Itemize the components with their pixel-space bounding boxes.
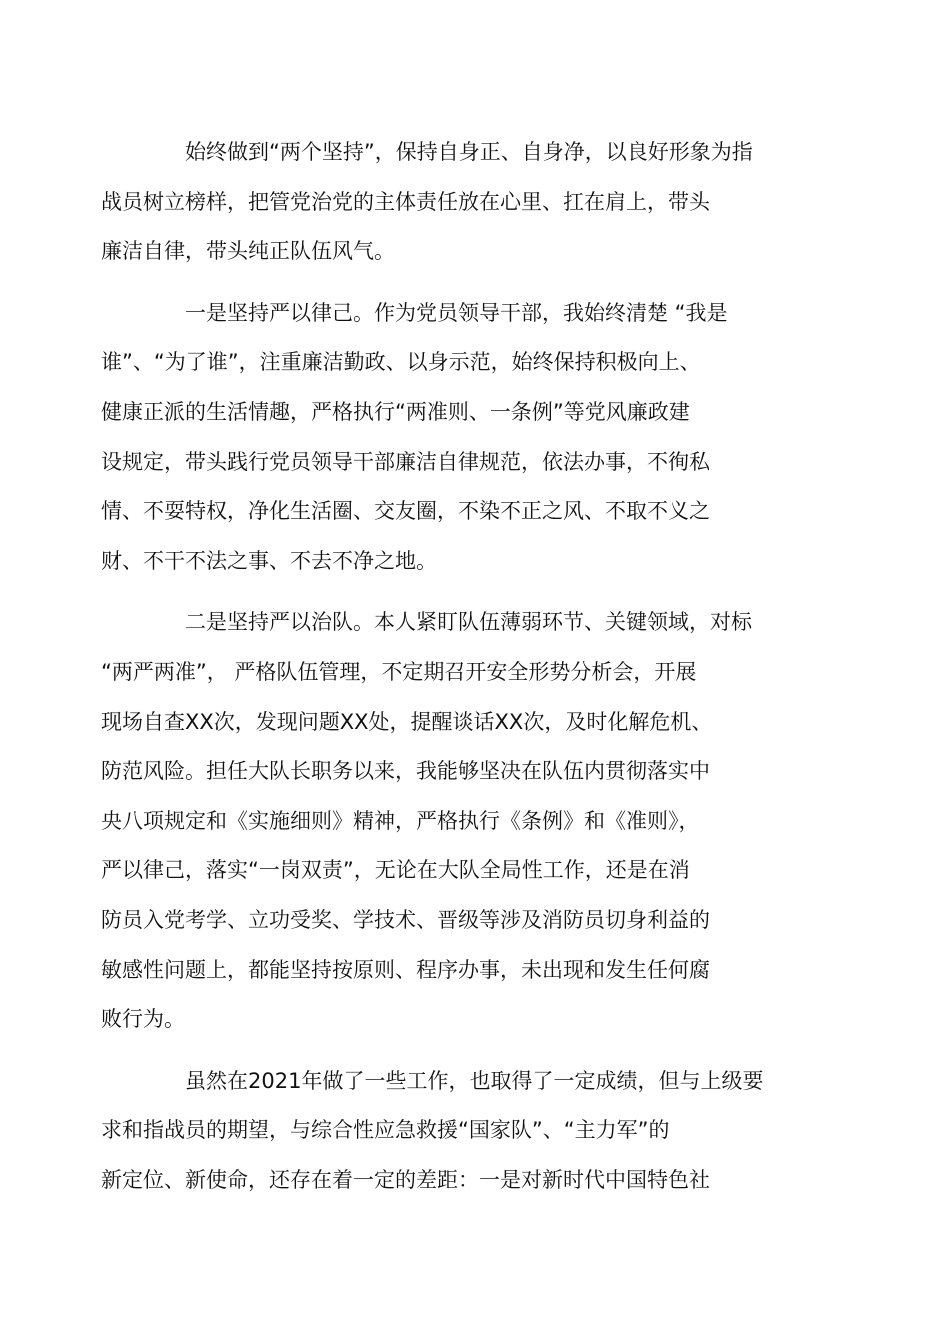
paragraph-3 <box>101 598 823 1044</box>
text-line: 新定位、新使命，还存在着一定的差距：一是对新时代中国特色社 <box>101 1167 710 1192</box>
text-line: “两严两准”， 严格队伍管理，不定期召开安全形势分析会，开展 <box>101 659 697 684</box>
paragraph-1 <box>101 128 823 277</box>
text-line: 谁”、“为了谁”，注重廉洁勤政、以身示范，始终保持积极向上、 <box>101 350 701 375</box>
paragraph-2 <box>101 289 823 587</box>
text-line: 设规定，带头践行党员领导干部廉洁自律规范，依法办事，不徇私 <box>101 449 710 474</box>
document-body <box>101 128 823 1217</box>
text-line: 财、不干不法之事、不去不净之地。 <box>101 548 437 573</box>
text-line: 敏感性问题上，都能坚持按原则、程序办事，未出现和发生任何腐 <box>101 957 710 982</box>
text-line: 始终做到“两个坚持”，保持自身正、自身净，以良好形象为指 <box>185 140 753 164</box>
text-line: 廉洁自律，带头纯正队伍风气。 <box>101 239 395 264</box>
text-line: 一是坚持严以律己。作为党员领导干部，我始终清楚 “我是 <box>185 300 728 325</box>
text-line: 央八项规定和《实施细则》精神，严格执行《条例》和《准则》， <box>101 808 700 833</box>
text-line: 败行为。 <box>101 1007 185 1032</box>
text-line: 战员树立榜样，把管党治党的主体责任放在心里、扛在肩上，带头 <box>101 189 710 214</box>
text-line: 求和指战员的期望，与综合性应急救援“国家队”、“主力军”的 <box>101 1118 670 1143</box>
text-line: 情、不耍特权，净化生活圈、交友圈，不染不正之风、不取不义之 <box>101 499 710 524</box>
paragraph-4 <box>101 1057 823 1206</box>
text-line: 现场自查XX次，发现问题XX处，提醒谈话XX次，及时化解危机、 <box>101 709 713 734</box>
text-line: 二是坚持严以治队。本人紧盯队伍薄弱环节、关键领域，对标 <box>185 610 752 635</box>
text-line: 虽然在2021年做了一些工作，也取得了一定成绩，但与上级要 <box>185 1068 764 1093</box>
text-line: 严以律己，落实“一岗双责”，无论在大队全局性工作，还是在消 <box>101 858 690 883</box>
text-line: 健康正派的生活情趣，严格执行“两准则、一条例”等党风廉政建 <box>101 399 690 424</box>
text-line: 防员入党考学、立功受奖、学技术、晋级等涉及消防员切身利益的 <box>101 907 710 932</box>
text-line: 防范风险。担任大队长职务以来，我能够坚决在队伍内贯彻落实中 <box>101 759 710 784</box>
